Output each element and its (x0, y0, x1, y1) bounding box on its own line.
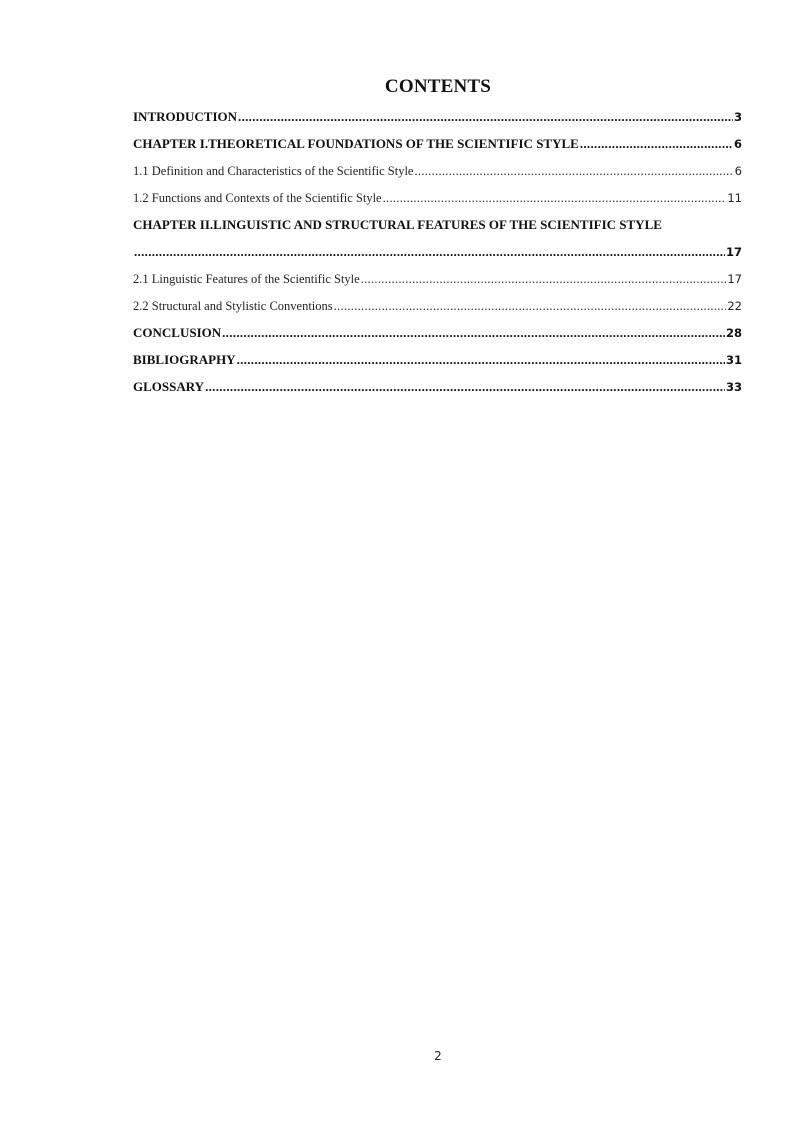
toc-entry-section-1-1[interactable] (133, 162, 742, 189)
toc-entry-section-1-2[interactable] (133, 189, 742, 216)
toc-entry-page: 28 (725, 326, 742, 340)
toc-entry-introduction[interactable] (133, 108, 742, 135)
toc-entry-conclusion[interactable] (133, 324, 742, 351)
toc-entry-page: 6 (733, 137, 742, 151)
dot-leader (205, 378, 725, 396)
toc-entry-page: 11 (727, 191, 742, 205)
toc-entry-label: BIBLIOGRAPHY (133, 352, 236, 367)
dot-leader (237, 351, 725, 369)
toc-entry-section-2-1[interactable] (133, 270, 742, 297)
dot-leader (334, 297, 727, 315)
toc-entry-bibliography[interactable] (133, 351, 742, 378)
toc-entry-label: 1.2 Functions and Contexts of the Scientific Style (133, 191, 382, 205)
toc-entry-label: CHAPTER II.LINGUISTIC AND STRUCTURAL FEATURES OF THE SCIENTIFIC STYLE (133, 217, 662, 232)
toc-entry-chapter-1[interactable] (133, 135, 742, 162)
toc-entry-label: CHAPTER I.THEORETICAL FOUNDATIONS OF THE SCIENTIFIC STYLE (133, 136, 579, 151)
dot-leader (361, 270, 727, 288)
toc-entry-label: GLOSSARY (133, 379, 205, 394)
toc-entry-page: 17 (727, 272, 742, 286)
dot-leader (580, 135, 733, 153)
toc-entry-page: 6 (734, 164, 742, 178)
dot-leader (222, 324, 725, 342)
toc-entry-page: 17 (725, 245, 742, 259)
toc-entry-label: 2.1 Linguistic Features of the Scientific Style (133, 272, 360, 286)
toc-entry-chapter-2[interactable] (133, 216, 742, 270)
toc-entry-label: CONCLUSION (133, 325, 222, 340)
toc-entry-label: 1.1 Definition and Characteristics of the Scientific Style (133, 164, 414, 178)
toc-entry-label: 2.2 Structural and Stylistic Conventions (133, 299, 333, 313)
table-of-contents (133, 108, 742, 405)
toc-entry-page: 22 (727, 299, 742, 313)
dot-leader (414, 162, 733, 180)
toc-entry-section-2-2[interactable] (133, 297, 742, 324)
page-number: 2 (434, 1049, 442, 1063)
dot-leader (238, 108, 733, 126)
dot-leader (134, 243, 725, 261)
toc-entry-page: 33 (725, 380, 742, 394)
toc-entry-label: INTRODUCTION (133, 109, 238, 124)
toc-entry-glossary[interactable] (133, 378, 742, 405)
dot-leader (383, 189, 727, 207)
toc-entry-page: 31 (725, 353, 742, 367)
toc-entry-page: 3 (733, 110, 742, 124)
page-title: CONTENTS (384, 76, 492, 97)
